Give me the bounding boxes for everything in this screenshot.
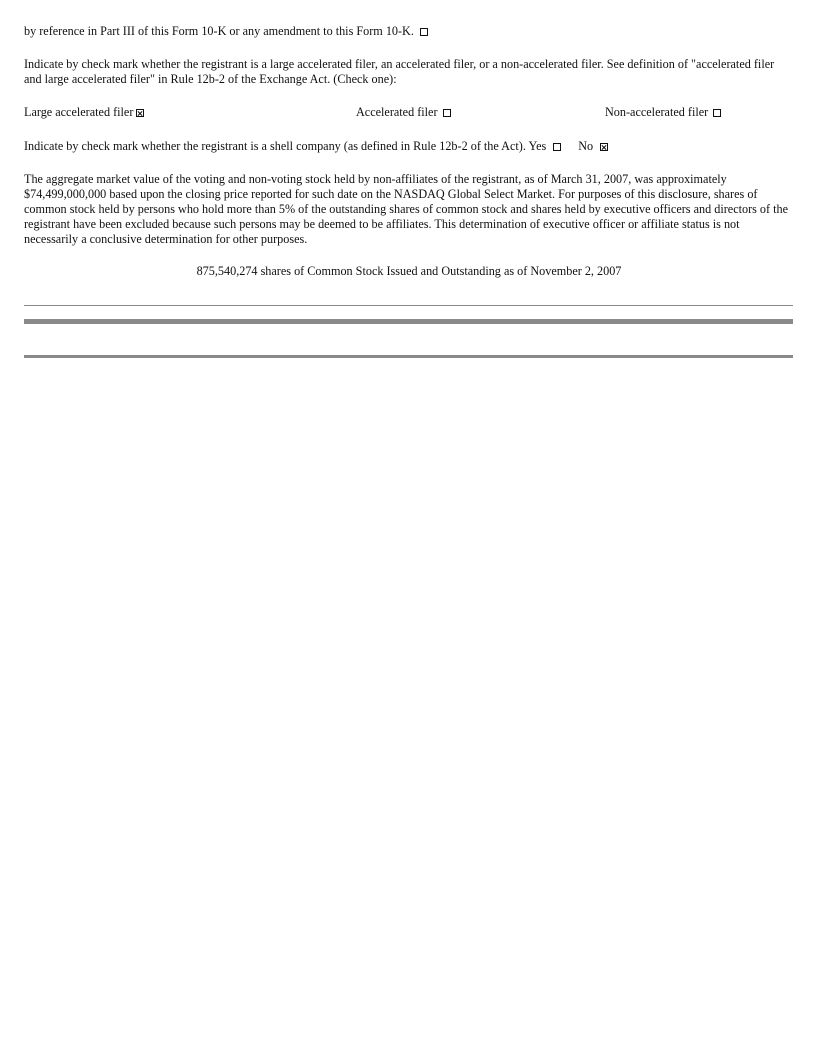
non-accelerated-filer-label: Non-accelerated filer: [605, 105, 709, 119]
divider-bottom: [24, 355, 793, 358]
filer-status-options: [24, 105, 794, 120]
shell-company-line: [24, 139, 794, 154]
large-accelerated-filer-label: Large accelerated filer: [24, 105, 134, 119]
non-accelerated-filer-option: [605, 105, 721, 120]
shell-company-yes-checkbox[interactable]: [553, 143, 561, 151]
shell-company-question: Indicate by check mark whether the registrant is a shell company (as defined in Rule 12b-2 of the Act).: [24, 139, 526, 153]
market-value-paragraph: The aggregate market value of the voting and non-voting stock held by non-affiliates of the registrant, as of March 31, 2007, was approximately $74,499,000,000 based upon the closing price reported for such date on the NASDAQ Global Select Market. For purposes of this disclosure, shares of common stock held by persons who hold more than 5% of the outstanding shares of common stock and shares held by executive officers and directors of the registrant have been excluded because such persons may be deemed to be affiliates. This determination of executive officer or affiliate status is not necessarily a conclusive determination for other purposes.: [24, 172, 789, 246]
accelerated-filer-option: [356, 105, 451, 120]
shell-company-no-label: No: [578, 139, 594, 153]
intro-line-text: by reference in Part III of this Form 10-K or any amendment to this Form 10-K.: [24, 24, 414, 38]
shell-company-no-checkbox[interactable]: [600, 143, 608, 151]
large-accelerated-filer-checkbox[interactable]: [136, 109, 144, 117]
accelerated-filer-label: Accelerated filer: [356, 105, 438, 119]
filer-status-question: Indicate by check mark whether the registrant is a large accelerated filer, an accelerated filer, or a non-accelerated filer. See definition of "accelerated filer and large accelerated filer" in Rule 12b-2 of the Exchange Act. (Check one):: [24, 57, 775, 86]
accelerated-filer-checkbox[interactable]: [443, 109, 451, 117]
large-accelerated-filer-option: [24, 105, 144, 120]
shell-company-yes-label: Yes: [528, 139, 547, 153]
intro-checkbox[interactable]: [420, 28, 428, 36]
shares-outstanding-line: 875,540,274 shares of Common Stock Issued and Outstanding as of November 2, 2007: [196, 264, 622, 278]
non-accelerated-filer-checkbox[interactable]: [713, 109, 721, 117]
divider-thin: [24, 305, 793, 306]
divider-thick: [24, 319, 793, 324]
intro-line: [24, 24, 794, 39]
